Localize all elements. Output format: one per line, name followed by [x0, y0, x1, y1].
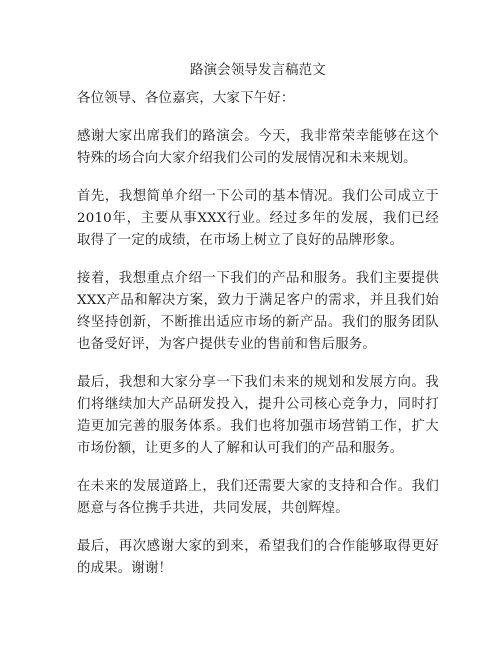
paragraph-future-plans: 最后，我想和大家分享一下我们未来的规划和发展方向。我们将继续加大产品研发投入，提升公司核心竞争力，同时打造更加完善的服务体系。我们也将加强市场营销工作，扩大市场份额，让更多的人了解和认可我们的产品和服务。 — [77, 375, 439, 456]
paragraph-company-intro: 首先，我想简单介绍一下公司的基本情况。我们公司成立于2010年，主要从事XXX行业。经过多年的发展，我们已经取得了一定的成绩，在市场上树立了良好的品牌形象。 — [77, 189, 439, 248]
paragraph-cooperation: 在未来的发展道路上，我们还需要大家的支持和合作。我们愿意与各位携手共进，共同发展，共创辉煌。 — [77, 479, 439, 516]
paragraph-thanks: 感谢大家出席我们的路演会。今天，我非常荣幸能够在这个特殊的场合向大家介绍我们公司的发展情况和未来规划。 — [77, 129, 439, 166]
document-title: 路演会领导发言稿范文 — [190, 63, 326, 78]
paragraph-products-services: 接着，我想重点介绍一下我们的产品和服务。我们主要提供XXX产品和解决方案，致力于满足客户的需求，并且我们始终坚持创新，不断推出适应市场的新产品。我们的服务团队也备受好评，为客户提供专业的售前和售后服务。 — [77, 271, 439, 352]
greeting-line: 各位领导、各位嘉宾，大家下午好： — [77, 91, 295, 106]
paragraph-closing: 最后，再次感谢大家的到来，希望我们的合作能够取得更好的成果。谢谢！ — [77, 539, 439, 576]
document-body — [77, 60, 439, 596]
